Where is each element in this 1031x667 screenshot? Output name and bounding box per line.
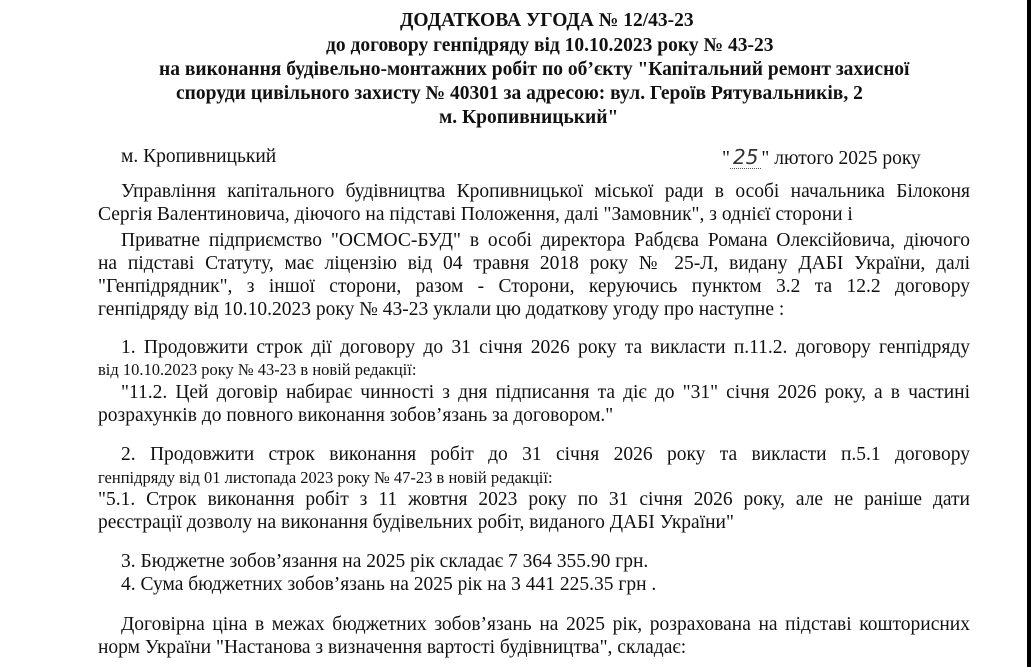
agreement-title: ДОДАТКОВА УГОДА № 12/43-23	[400, 10, 694, 31]
page-edge-border	[1027, 0, 1031, 667]
agreement-date	[722, 146, 921, 170]
item2-line4: реєстрації дозволу на виконання будівельних робіт, виданого ДАБІ України"	[98, 512, 734, 533]
customer-line1: Управління капітального будівництва Кропивницької міської ради в особі начальника Білоконя	[121, 181, 970, 202]
object-description-line2: споруди цивільного захисту № 40301 за адресою: вул. Героїв Рятувальників, 2	[176, 83, 863, 104]
item2-line2: генпідряду від 01 листопада 2023 року № 47-23 в новій редакції:	[98, 468, 553, 487]
handwritten-day: 25	[730, 146, 761, 169]
city-label: м. Кропивницький	[121, 146, 277, 167]
contractor-line3: "Генпідрядник", з іншої сторони, разом - Сторони, керуючись пунктом 3.2 та 12.2 договору	[98, 276, 970, 297]
item2-line3: "5.1. Строк виконання робіт з 11 жовтня 2023 року по 31 січня 2026 року, але не раніше дати	[98, 489, 970, 510]
contractor-line4: генпідряду від 10.10.2023 року № 43-23 уклали цю додаткову угоду про наступне :	[98, 299, 785, 320]
date-quote-open: "	[722, 148, 730, 169]
item3-budget-obligation: 3. Бюджетне зобов’язання на 2025 рік складає 7 364 355.90 грн.	[121, 551, 649, 572]
object-description-line1: на виконання будівельно-монтажних робіт по об’єкту "Капітальний ремонт захисної	[159, 59, 910, 80]
contractor-line1: Приватне підприємство "ОСМОС-БУД" в особі директора Рабдєва Романа Олексійовича, діючого	[121, 230, 970, 251]
contractor-line2: на підставі Статуту, має ліцензію від 04 травня 2018 року № 25-Л, видану ДАБІ України, далі	[98, 253, 970, 274]
item4-budget-sum: 4. Сума бюджетних зобов’язань на 2025 рік на 3 441 225.35 грн .	[121, 574, 657, 595]
price-line2: норм України "Настанова з визначення вартості будівництва", складає:	[98, 637, 687, 658]
item1-line3: "11.2. Цей договір набирає чинності з дня підписання та діє до "31" січня 2026 року, а в частині	[121, 382, 970, 403]
item1-line2: від 10.10.2023 року № 43-23 в новій редакції:	[98, 360, 417, 379]
object-description-line3: м. Кропивницький"	[439, 107, 619, 128]
item1-line1: 1. Продовжити строк дії договору до 31 січня 2026 року та викласти п.11.2. договору генпідряду	[121, 337, 970, 358]
contract-reference: до договору генпідряду від 10.10.2023 року № 43-23	[326, 35, 774, 56]
item2-line1: 2. Продовжити строк виконання робіт до 31 січня 2026 року та викласти п.5.1 договору	[121, 444, 970, 465]
item1-line4: розрахунків до повного виконання зобов’язань за договором."	[98, 405, 614, 426]
date-rest: " лютого 2025 року	[761, 148, 921, 169]
customer-line2: Сергія Валентиновича, діючого на підставі Положення, далі "Замовник", з однієї сторони і	[98, 204, 853, 225]
price-line1: Договірна ціна в межах бюджетних зобов’язань на 2025 рік, розрахована на підставі кошторисних	[121, 614, 970, 635]
